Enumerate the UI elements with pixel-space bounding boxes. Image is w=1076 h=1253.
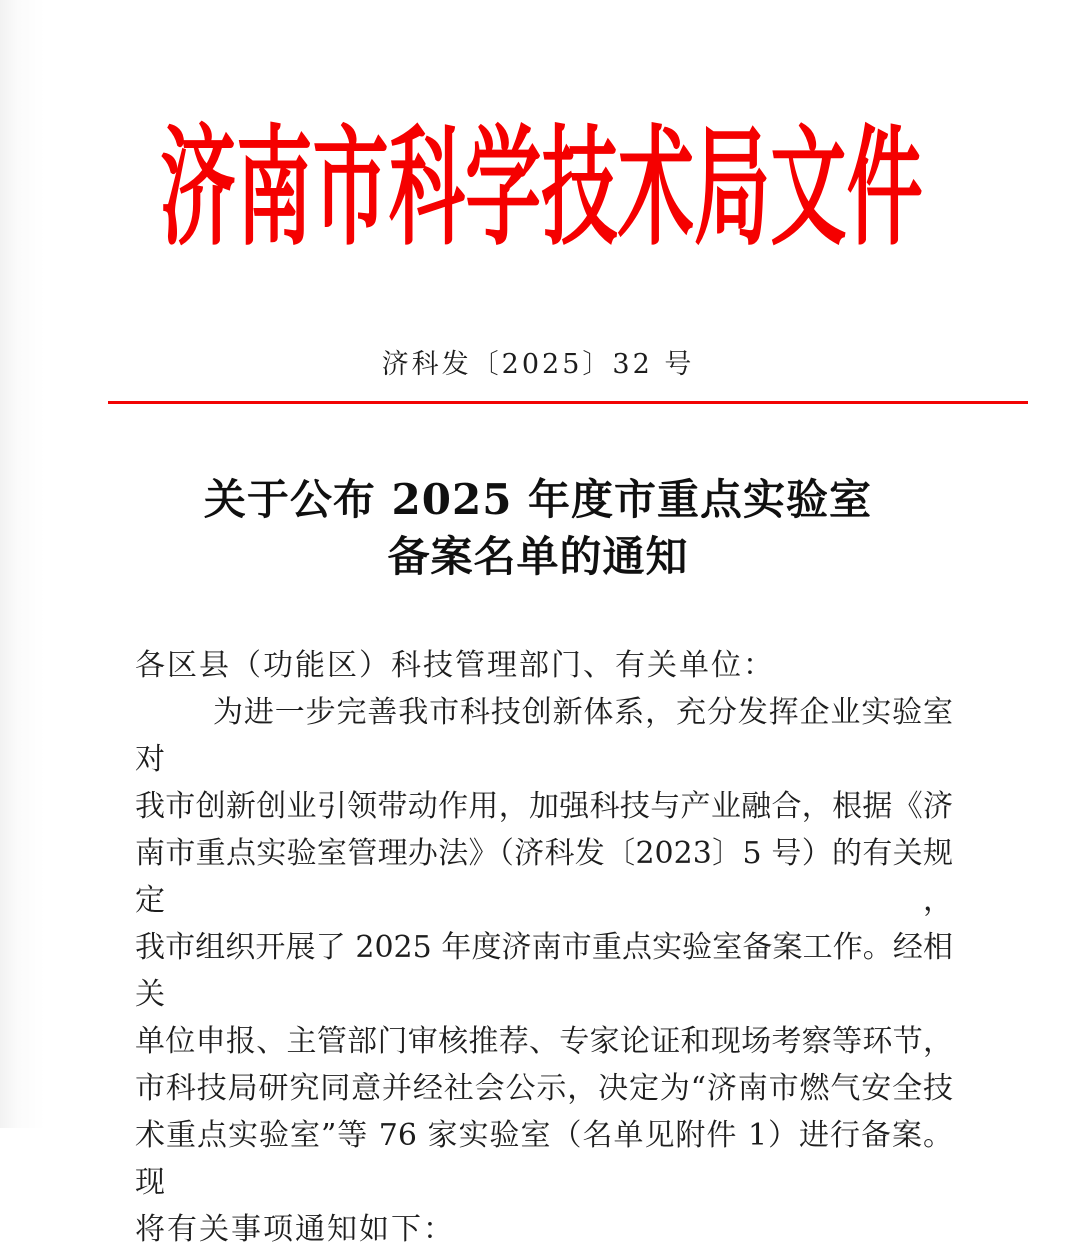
- body-line: 为进一步完善我市科技创新体系，充分发挥企业实验室对: [135, 695, 953, 777]
- body-line: 我市组织开展了 2025 年度济南市重点实验室备案工作。经相关: [135, 930, 953, 1012]
- body-line: 单位申报、主管部门审核推荐、专家论证和现场考察等环节，: [135, 1024, 953, 1059]
- salutation-line: 各区县（功能区）科技管理部门、有关单位：: [135, 648, 775, 683]
- red-divider-line: [108, 401, 1028, 404]
- body-line: 南市重点实验室管理办法》（济科发〔2023〕5 号）的有关规定，: [135, 836, 953, 918]
- document-title: [0, 471, 1076, 585]
- body-line: 市科技局研究同意并经社会公示，决定为“济南市燃气安全技: [135, 1071, 953, 1106]
- agency-header-title: 济南市科学技术局文件: [160, 111, 923, 264]
- document-title-line2: 备案名单的通知: [387, 532, 689, 581]
- body-paragraph: [135, 689, 953, 1253]
- document-title-line1: 关于公布 2025 年度市重点实验室: [203, 475, 873, 524]
- document-body: [135, 642, 953, 1253]
- body-line: 我市创新创业引领带动作用，加强科技与产业融合，根据《济: [135, 789, 953, 824]
- document-number: 济科发〔2025〕32 号: [381, 349, 695, 380]
- body-line: 将有关事项通知如下：: [135, 1212, 455, 1247]
- body-line: 术重点实验室”等 76 家实验室（名单见附件 1）进行备案。现: [135, 1118, 953, 1200]
